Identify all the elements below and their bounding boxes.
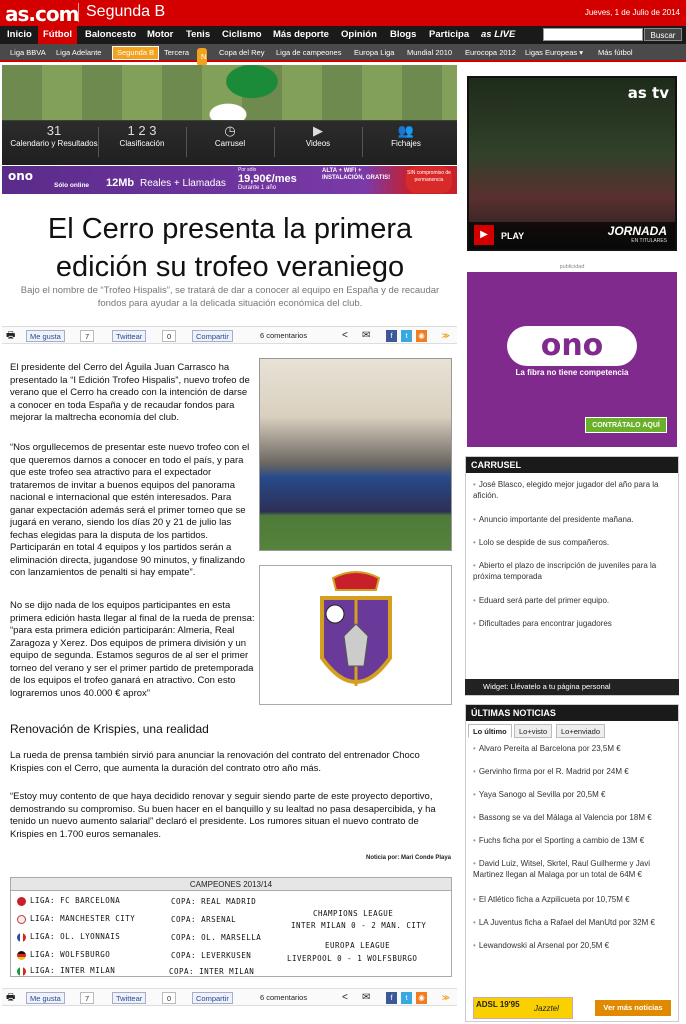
list-item[interactable]: • El Atlético ficha a Azpilicueta por 10,75M € [473, 894, 673, 905]
like-button[interactable]: Me gusta [26, 330, 65, 342]
article-p1: El presidente del Cerro del Águila Juan Carrasco ha presentado la “I Edición Trofeo Hispalis”, nuevo trofeo de verano que el Cerro ha creado con la intención de darse a conocer en toda España y de recaudar fondos para mejorar la maltrecha economía del club. [10, 362, 250, 423]
list-item[interactable]: • Lewandowski al Arsenal por 20,5M € [473, 940, 673, 951]
subnav-ligas-europeas[interactable]: Ligas Europeas ▾ [525, 48, 583, 57]
sin-compromiso-badge: SIN compromiso de permanencia [406, 167, 452, 193]
campeones-row: LIGA: OL. LYONNAIS [17, 932, 120, 942]
list-item[interactable]: • Yaya Sanogo al Sevilla por 20,5M € [473, 789, 673, 800]
tweet-count: 0 [162, 330, 176, 342]
jazztel-logo: Jazztel [534, 1004, 559, 1013]
twitter-icon[interactable]: t [401, 992, 412, 1004]
article-p4: La rueda de prensa también sirvió para anunciar la renovación del contrato del entrenador Choco Krispies con el Cerro, que aumenta la duración del contrato otro año más. [10, 750, 420, 774]
as-logo[interactable]: as.com [5, 2, 79, 26]
list-item[interactable]: • Lolo se despide de sus compañeros. [473, 537, 673, 548]
subnav-mas-futbol[interactable]: Más fútbol [598, 48, 633, 57]
nav-ciclismo[interactable]: Ciclismo [222, 29, 262, 40]
campeones-row: LIGA: WOLFSBURGO [17, 950, 110, 960]
tweet-button[interactable]: Twittear [112, 330, 146, 342]
carrusel-box [465, 456, 679, 696]
nav-participa[interactable]: Participa [429, 29, 470, 40]
subnav-eurocopa[interactable]: Eurocopa 2012 [465, 48, 516, 57]
nav-blogs[interactable]: Blogs [390, 29, 417, 40]
ono-ad[interactable]: ono La fibra no tiene competencia CONTRÁTALO AQUÍ [467, 272, 677, 447]
team-photo [259, 358, 452, 551]
nav-opinion[interactable]: Opinión [341, 29, 377, 40]
carrusel-title: CARRUSEL [466, 457, 678, 473]
article-title: El Cerro presenta la primera edición su trofeo veraniego [47, 213, 413, 283]
ver-mas-noticias-button[interactable]: Ver más noticias [595, 1000, 671, 1016]
search-button[interactable]: Buscar [644, 28, 682, 41]
comments-link[interactable]: 6 comentarios [260, 993, 308, 1002]
share-bar-top [2, 326, 457, 344]
compartir-button[interactable]: Compartir [192, 330, 233, 342]
copa-cell: COPA: INTER MILAN [169, 967, 255, 976]
facebook-icon[interactable]: f [386, 330, 397, 342]
chevron-down-icon[interactable]: ≫ [442, 993, 450, 1002]
campeones-table [10, 877, 452, 977]
calendar-icon: 31 [46, 123, 62, 138]
nav-baloncesto[interactable]: Baloncesto [85, 29, 137, 40]
top-bar [0, 0, 686, 26]
ono-banner[interactable]: ono Sólo online 12Mb Reales + Llamadas Por sólo 19,90€/mes Durante 1 año ALTA + WIFI + INSTALACIÓN, GRATIS! SIN compromiso de permanencia [2, 166, 457, 194]
hero-videos[interactable]: ▶ Videos [274, 123, 362, 163]
header-date: Jueves, 1 de Julio de 2014 [584, 8, 680, 17]
list-item[interactable]: • Eduard será parte del primer equipo. [473, 595, 673, 606]
subnav-europa-liga[interactable]: Europa Liga [354, 48, 395, 57]
club-crest [259, 565, 452, 705]
subnav-tercera[interactable]: Tercera [164, 48, 190, 57]
article-credit: Noticia por: Mari Conde Playa [366, 855, 452, 861]
tweet-count: 0 [162, 992, 176, 1004]
subnav-liga-adelante[interactable]: Liga Adelante [56, 48, 102, 57]
print-icon[interactable]: 🖶 [6, 330, 16, 341]
astv-logo: as tv [627, 84, 669, 102]
nav-mas-deporte[interactable]: Más deporte [273, 29, 329, 40]
tweet-button[interactable]: Twittear [112, 992, 146, 1004]
list-item[interactable]: • David Luiz, Witsel, Skrtel, Raul Guilherme y Javi Martinez llegan al Malaga por un total de 64M € [473, 858, 673, 880]
article-p5: “Estoy muy contento de que haya decidido renovar y seguir siendo parte de este proyecto deportivo, demostrando su compromiso. Su buen hacer en el banquillo y su lealtad no pasa desapercibida, y ha tenido un nuevo aumento salarial” declaró el presidente. Los rumores situan el nuevo contrato de Krispies en 1.700 euros semanales. [10, 791, 436, 840]
play-icon: ▶ [313, 123, 323, 138]
clock-icon: ◷ [224, 123, 236, 138]
rss-icon[interactable]: ◉ [416, 992, 427, 1004]
ono-logo: ono [8, 169, 34, 183]
champions-title: CHAMPIONS LEAGUE [313, 909, 394, 918]
ultimas-box [465, 704, 679, 1022]
hero-clasificacion[interactable]: 1 2 3 Clasificación [98, 123, 186, 163]
email-icon[interactable]: ✉ [362, 330, 371, 341]
like-count: 7 [80, 992, 94, 1004]
campeones-title: CAMPEONES 2013/14 [11, 878, 451, 891]
nav-tenis[interactable]: Tenis [186, 29, 211, 40]
hero-fichajes[interactable]: 👥 Fichajes [362, 123, 450, 163]
share-bar-bottom [2, 988, 457, 1006]
nav-inicio[interactable]: Inicio [7, 29, 32, 40]
copa-cell: COPA: LEVERKUSEN [171, 951, 252, 960]
tab-lo-visto[interactable]: Lo+visto [514, 724, 552, 738]
subnav-mundial[interactable]: Mundial 2010 [407, 48, 453, 57]
europa-title: EUROPA LEAGUE [325, 941, 391, 950]
hero-calendario[interactable]: 31 Calendario y Resultados [10, 123, 98, 148]
article-lead: Bajo el nombre de “Trofeo Hispalis”, se tratará de dar a conocer al equipo en España y de recaudar fondos para ayudar a la delicada situación económica del club. [20, 285, 440, 309]
champions-result: INTER MILAN 0 - 2 MAN. CITY [291, 921, 427, 930]
list-item[interactable]: • LA Juventus ficha a Rafael del ManUtd por 32M € [473, 917, 673, 928]
copa-cell: COPA: REAL MADRID [171, 897, 257, 906]
twitter-icon[interactable]: t [401, 330, 412, 342]
subnav-segunda-b[interactable]: Segunda B [112, 46, 159, 60]
play-icon[interactable]: ▶ [474, 225, 494, 245]
contratalo-button[interactable]: CONTRÁTALO AQUÍ [585, 417, 667, 433]
list-item[interactable]: • Fuchs ficha por el Sporting a cambio de 13M € [473, 835, 673, 846]
article-subhead: Renovación de Krispies, una realidad [10, 722, 209, 736]
compartir-button[interactable]: Compartir [192, 992, 233, 1004]
widget-link[interactable]: Widget: Llévatelo a tu página personal [465, 679, 679, 695]
subnav-liga-campeones[interactable]: Liga de campeones [276, 48, 342, 57]
like-count: 7 [80, 330, 94, 342]
share-icon[interactable]: < [342, 992, 348, 1003]
search-input[interactable] [543, 28, 643, 41]
section-hero [2, 65, 457, 165]
subnav-liga-bbva[interactable]: Liga BBVA [10, 48, 46, 57]
sub-nav: Liga BBVA Liga Adelante Segunda B Tercera N Copa del Rey Liga de campeones Europa Liga Mundial 2010 Eurocopa 2012 Ligas Europeas ▾ Más fútbol [0, 44, 686, 62]
astv-video[interactable]: as tv ▶ PLAY JORNADA EN TITULARES [467, 76, 677, 251]
ono-ad-logo: ono [507, 326, 637, 366]
chevron-down-icon[interactable]: ≫ [442, 331, 450, 340]
list-item[interactable]: • Dificultades para encontrar jugadores [473, 618, 673, 629]
nav-futbol[interactable]: Fútbol [38, 26, 77, 44]
campeones-row: LIGA: FC BARCELONA [17, 896, 120, 906]
ranking-icon: 1 2 3 [127, 123, 157, 138]
section-title: Segunda B [78, 3, 165, 22]
hero-carrusel[interactable]: ◷ Carrusel [186, 123, 274, 163]
jornada-title: JORNADA [607, 224, 667, 238]
list-item[interactable]: • Abierto el plazo de inscripción de juveniles para la próxima temporada [473, 560, 673, 582]
tab-lo-enviado[interactable]: Lo+enviado [556, 724, 605, 738]
like-button[interactable]: Me gusta [26, 992, 65, 1004]
list-item[interactable]: • Bassong se va del Málaga al Valencia por 18M € [473, 812, 673, 823]
article-p2: “Nos orgullecemos de presentar este nuevo trofeo con el que queremos darnos a conocer en todo el país, y para que este trofeo sea atractivo para el expectador trataremos de invitar a buenos equipos del panorama nacional e internacional que estén interesados. Para ganar expectación además será el primer torneo que se jugará en verano, siendo los días 20 y 21 de julio las fechas elegidas para la disputa de los partidos. Participarán en total 4 equipos y los partidos serán a eliminación directa, jugandose 90 minutos, y finalizando con lanzamientos de penalti si hay empate”. [10, 442, 250, 578]
copa-cell: COPA: ARSENAL [171, 915, 237, 924]
email-icon[interactable]: ✉ [362, 992, 371, 1003]
adsl-ad[interactable]: ADSL 19'95 Jazztel [473, 997, 573, 1019]
list-item[interactable]: • José Blasco, elegido mejor jugador del año para la afición. [473, 479, 673, 501]
rss-icon[interactable]: ◉ [416, 330, 427, 342]
nav-motor[interactable]: Motor [147, 29, 174, 40]
subnav-copa-del-rey[interactable]: Copa del Rey [219, 48, 265, 57]
players-icon: 👥 [397, 123, 415, 138]
nav-as-live[interactable]: as LIVE [481, 29, 516, 40]
europa-result: LIVERPOOL 0 - 1 WOLFSBURGO [287, 954, 418, 963]
tab-lo-ultimo[interactable]: Lo último [468, 724, 512, 738]
campeones-row: LIGA: MANCHESTER CITY [17, 914, 135, 924]
ultimas-title: ÚLTIMAS NOTICIAS [466, 705, 678, 721]
print-icon[interactable]: 🖶 [6, 992, 16, 1003]
list-item[interactable]: • Anuncio importante del presidente mañana. [473, 514, 673, 525]
hero-image [2, 65, 457, 120]
facebook-icon[interactable]: f [386, 992, 397, 1004]
list-item[interactable]: • Alvaro Pereita al Barcelona por 23,5M € [473, 743, 673, 754]
ad-label: publicidad [559, 264, 585, 270]
campeones-row: LIGA: INTER MILAN [17, 966, 115, 976]
share-icon[interactable]: < [342, 330, 348, 341]
article-p3: No se dijo nada de los equipos participantes en esta primera edición hasta llegar al final de la rueda de prensa: “para esta primera edición participarán: Almeria, Real Zaragoza y Xerez. Dos equipos de primera división y un equipo de segunda. Estamos seguros de al ser el primer torneo del verano y ser el primer partido de pretemporada de los equipos el trofeo ganará en atractivo. Con esto lograremos unos 40.000 € aprox” [10, 600, 255, 699]
comments-link[interactable]: 6 comentarios [260, 331, 308, 340]
copa-cell: COPA: OL. MARSELLA [171, 933, 262, 942]
play-label: PLAY [501, 231, 525, 241]
list-item[interactable]: • Gervinho firma por el R. Madrid por 24M € [473, 766, 673, 777]
